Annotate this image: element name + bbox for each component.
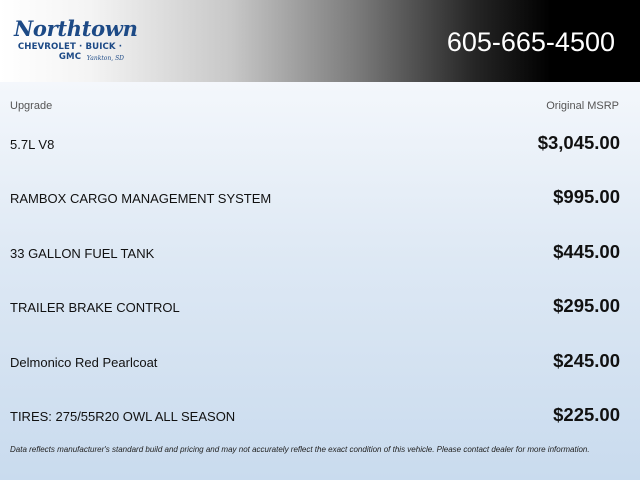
- table-row: [0, 404, 640, 428]
- upgrade-price: $245.00: [553, 350, 620, 371]
- upgrade-price: $995.00: [553, 186, 620, 207]
- table-row: [0, 350, 640, 374]
- upgrade-price: $3,045.00: [537, 132, 620, 153]
- logo-city: Yankton, SD: [86, 55, 124, 62]
- dealer-phone[interactable]: 605-665-4500: [446, 27, 615, 57]
- logo-wordmark: Northtown: [14, 16, 138, 41]
- column-header-msrp: Original MSRP: [546, 100, 619, 112]
- column-header-upgrade: Upgrade: [10, 100, 53, 112]
- upgrade-name: 33 GALLON FUEL TANK: [10, 246, 155, 261]
- upgrade-name: TRAILER BRAKE CONTROL: [10, 300, 180, 315]
- upgrade-price: $225.00: [553, 404, 620, 425]
- upgrade-name: 5.7L V8: [10, 137, 55, 152]
- table-row: [0, 132, 640, 156]
- table-row: [0, 186, 640, 210]
- upgrade-price: $445.00: [553, 241, 620, 262]
- table-row: [0, 295, 640, 319]
- upgrade-price: $295.00: [553, 295, 620, 316]
- upgrade-name: RAMBOX CARGO MANAGEMENT SYSTEM: [10, 191, 272, 206]
- disclaimer-text: Data reflects manufacturer's standard build and pricing and may not accurately reflect the exact condition of this vehicle. Please contact dealer for more information.: [10, 445, 590, 454]
- table-row: [0, 241, 640, 265]
- header-banner: [0, 0, 640, 82]
- dealer-logo[interactable]: [14, 16, 138, 66]
- upgrade-name: Delmonico Red Pearlcoat: [10, 355, 158, 370]
- logo-brands: CHEVROLET · BUICK · GMC: [17, 42, 123, 62]
- upgrade-name: TIRES: 275/55R20 OWL ALL SEASON: [10, 409, 236, 424]
